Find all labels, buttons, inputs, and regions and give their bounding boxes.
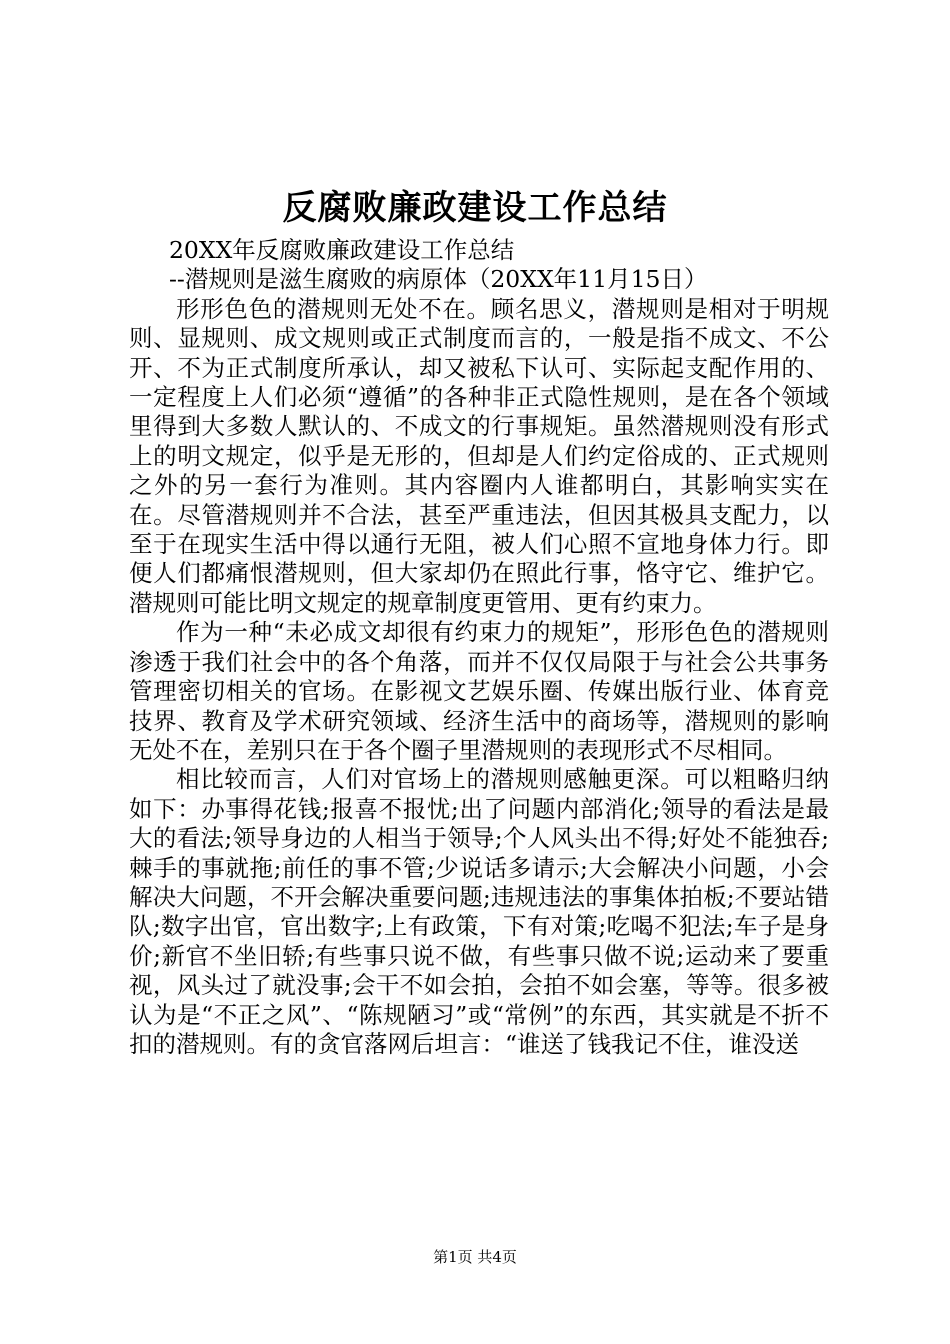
subtitle-line-2: --潜规则是滋生腐败的病原体（20XX年11月15日） bbox=[168, 265, 708, 294]
paragraph-1: 形形色色的潜规则无处不在。顾名思义，潜规则是相对于明规则、显规则、成文规则或正式制度而言的，一般是指不成文、不公开、不为正式制度所承认，却又被私下认可、实际起支配作用的、一定程度上人们必须“遵循”的各种非正式隐性规则，是在各个领域里得到大多数人默认的、不成文的行事规矩。虽然潜规则没有形式上的明文规定，似乎是无形的，但却是人们约定俗成的、正式规则之外的另一套行为准则。其内容圈内人谁都明白，其影响实实在在。尽管潜规则并不合法，甚至严重违法，但因其极具支配力，以至于在现实生活中得以通行无阻，被人们心照不宣地身体力行。即便人们都痛恨潜规则，但大家却仍在照此行事，恪守它、维护它。潜规则可能比明文规定的规章制度更管用、更有约束力。 bbox=[129, 294, 829, 617]
document-title: 反腐败廉政建设工作总结 bbox=[282, 188, 668, 228]
paragraph-2: 作为一种“未必成文却很有约束力的规矩”，形形色色的潜规则渗透于我们社会中的各个角落，而并不仅仅局限于与社会公共事务管理密切相关的官场。在影视文艺娱乐圈、传媒出版行业、体育竞技界、教育及学术研究领域、经济生活中的商场等，潜规则的影响无处不在，差别只在于各个圈子里潜规则的表现形式不尽相同。 bbox=[129, 618, 829, 764]
paragraph-3: 相比较而言，人们对官场上的潜规则感触更深。可以粗略归纳如下：办事得花钱;报喜不报忧;出了问题内部消化;领导的看法是最大的看法;领导身边的人相当于领导;个人风头出不得;好处不能独吞;棘手的事就拖;前任的事不管;少说话多请示;大会解决小问题，小会解决大问题，不开会解决重要问题;违规违法的事集体拍板;不要站错队;数字出官，官出数字;上有政策，下有对策;吃喝不犯法;车子是身价;新官不坐旧轿;有些事只说不做，有些事只做不说;运动来了要重视，风头过了就没事;会干不如会拍，会拍不如会塞，等等。很多被认为是“不正之风”、“陈规陋习”或“常例”的东西，其实就是不折不扣的潜规则。有的贪官落网后坦言：“谁送了钱我记不住，谁没送 bbox=[129, 765, 829, 1058]
subtitle-line-1: 20XX年反腐败廉政建设工作总结 bbox=[168, 236, 515, 264]
document-body bbox=[129, 236, 829, 1059]
page-number-footer: 第1页 共4页 bbox=[433, 1248, 517, 1266]
